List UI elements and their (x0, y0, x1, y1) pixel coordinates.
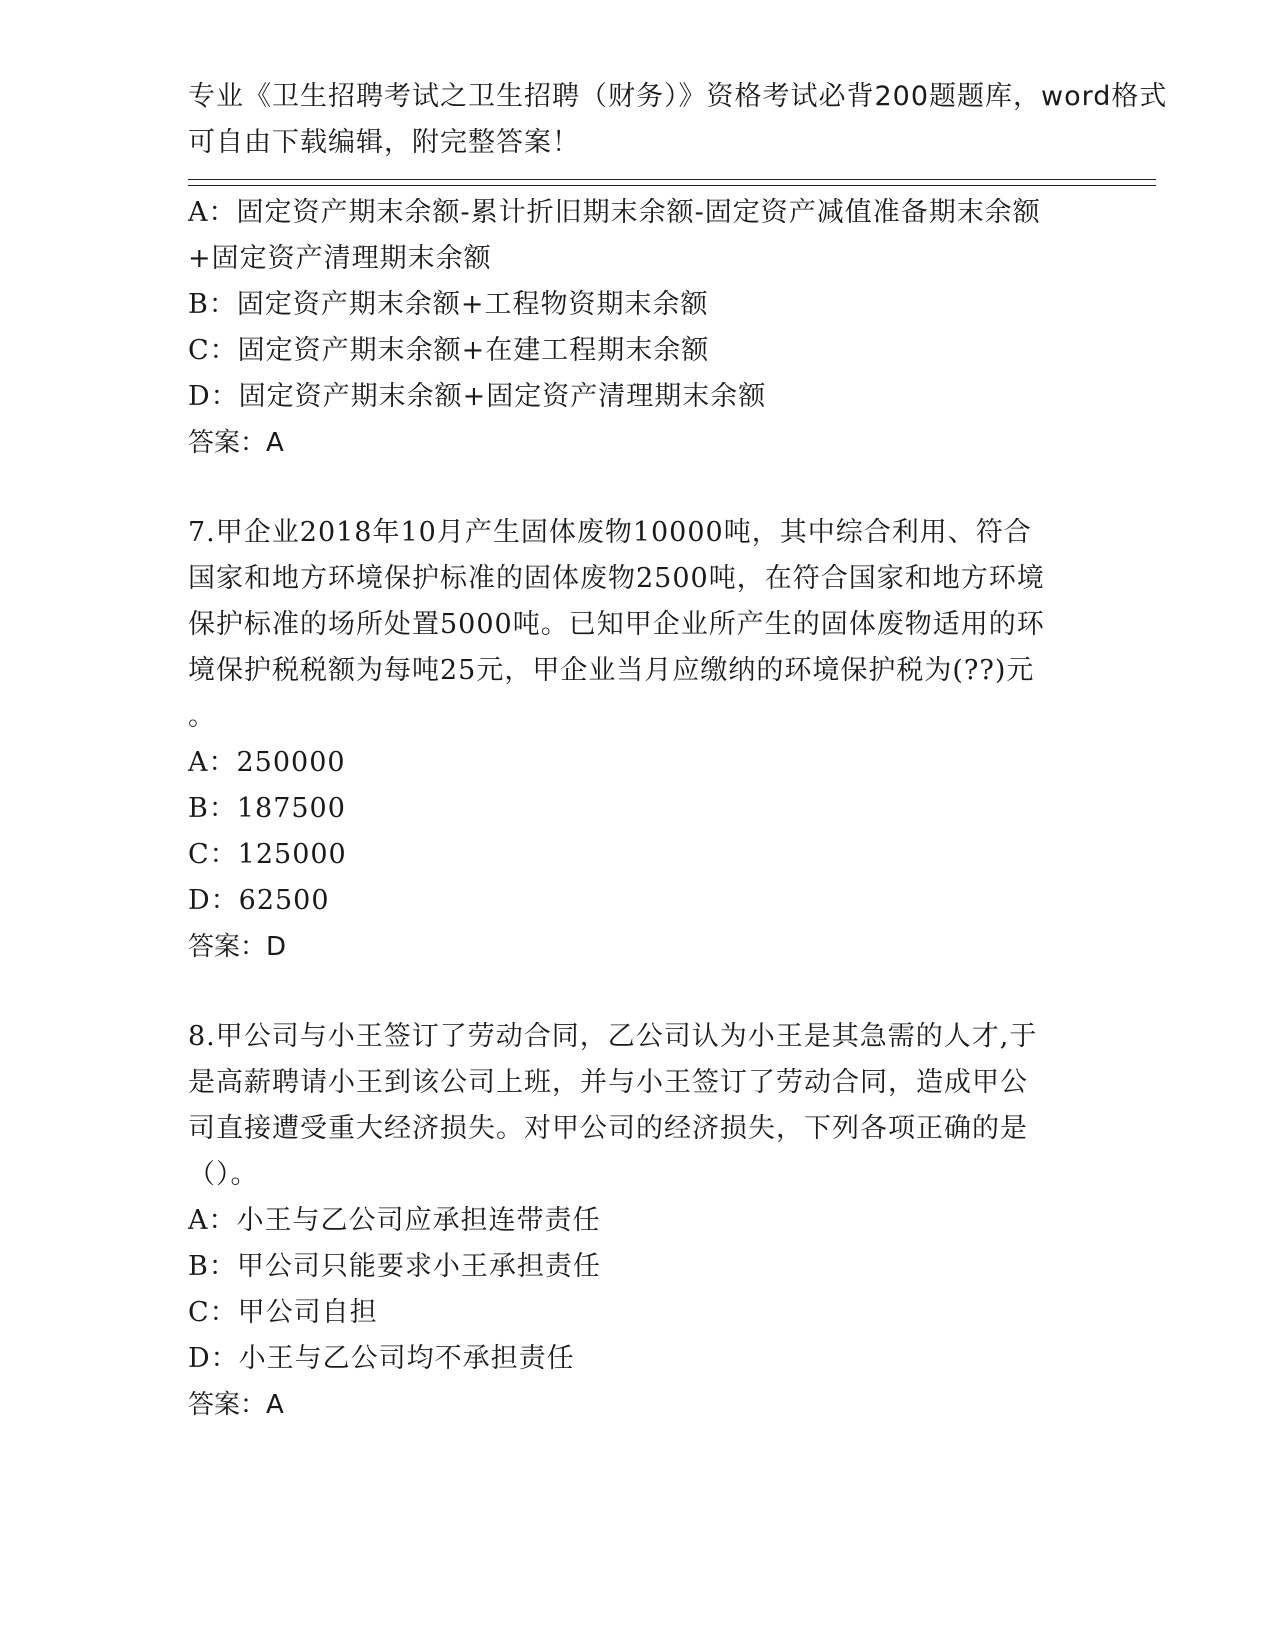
option-a-line-1: A：固定资产期末余额-累计折旧期末余额-固定资产减值准备期末余额 (188, 197, 1041, 228)
question-spacer (188, 466, 1088, 510)
option-a-line-2: +固定资产清理期末余额 (188, 243, 492, 274)
question-6-block (188, 190, 1088, 466)
question-7-block (188, 510, 1088, 970)
question-spacer (188, 970, 1088, 1014)
question-stem-line-3: 保护标准的场所处置5000吨。已知甲企业所产生的固体废物适用的环 (188, 609, 1045, 640)
header-divider-bottom (188, 185, 1156, 186)
option-b: B：甲公司只能要求小王承担责任 (188, 1251, 601, 1282)
header-divider-top (188, 179, 1156, 180)
question-stem-line-1: 7.甲企业2018年10月产生固体废物10000吨，其中综合利用、符合 (188, 517, 1032, 548)
question-stem-line-1: 8.甲公司与小王签订了劳动合同，乙公司认为小王是其急需的人才,于 (188, 1021, 1038, 1052)
option-d: D：62500 (188, 885, 330, 916)
option-c: C：125000 (188, 839, 347, 870)
question-stem-line-2: 是高薪聘请小王到该公司上班，并与小王签订了劳动合同，造成甲公 (188, 1067, 1028, 1098)
option-c: C：甲公司自担 (188, 1297, 378, 1328)
answer-line: 答案：A (188, 428, 284, 458)
question-stem-line-3: 司直接遭受重大经济损失。对甲公司的经济损失，下列各项正确的是 (188, 1113, 1028, 1144)
option-d: D：固定资产期末余额+固定资产清理期末余额 (188, 381, 767, 412)
answer-line: 答案：D (188, 932, 287, 962)
question-list (188, 190, 1088, 1428)
option-a: A：250000 (188, 747, 346, 778)
question-stem-line-2: 国家和地方环境保护标准的固体废物2500吨，在符合国家和地方环境 (188, 563, 1045, 594)
option-b: B：固定资产期末余额+工程物资期末余额 (188, 289, 709, 320)
question-8-block (188, 1014, 1088, 1428)
question-stem-line-4: （）。 (188, 1159, 259, 1190)
option-b: B：187500 (188, 793, 346, 824)
document-header (188, 74, 1168, 166)
option-d: D：小王与乙公司均不承担责任 (188, 1343, 575, 1374)
answer-line: 答案：A (188, 1390, 284, 1420)
option-a: A：小王与乙公司应承担连带责任 (188, 1205, 601, 1236)
header-line-2: 可自由下载编辑，附完整答案！ (188, 127, 580, 158)
header-line-1: 专业《卫生招聘考试之卫生招聘（财务）》资格考试必背200题题库，word格式 (188, 81, 1168, 112)
question-stem-line-5: 。 (188, 701, 216, 732)
question-stem-line-4: 境保护税税额为每吨25元，甲企业当月应缴纳的环境保护税为(??)元 (188, 655, 1035, 686)
option-c: C：固定资产期末余额+在建工程期末余额 (188, 335, 710, 366)
